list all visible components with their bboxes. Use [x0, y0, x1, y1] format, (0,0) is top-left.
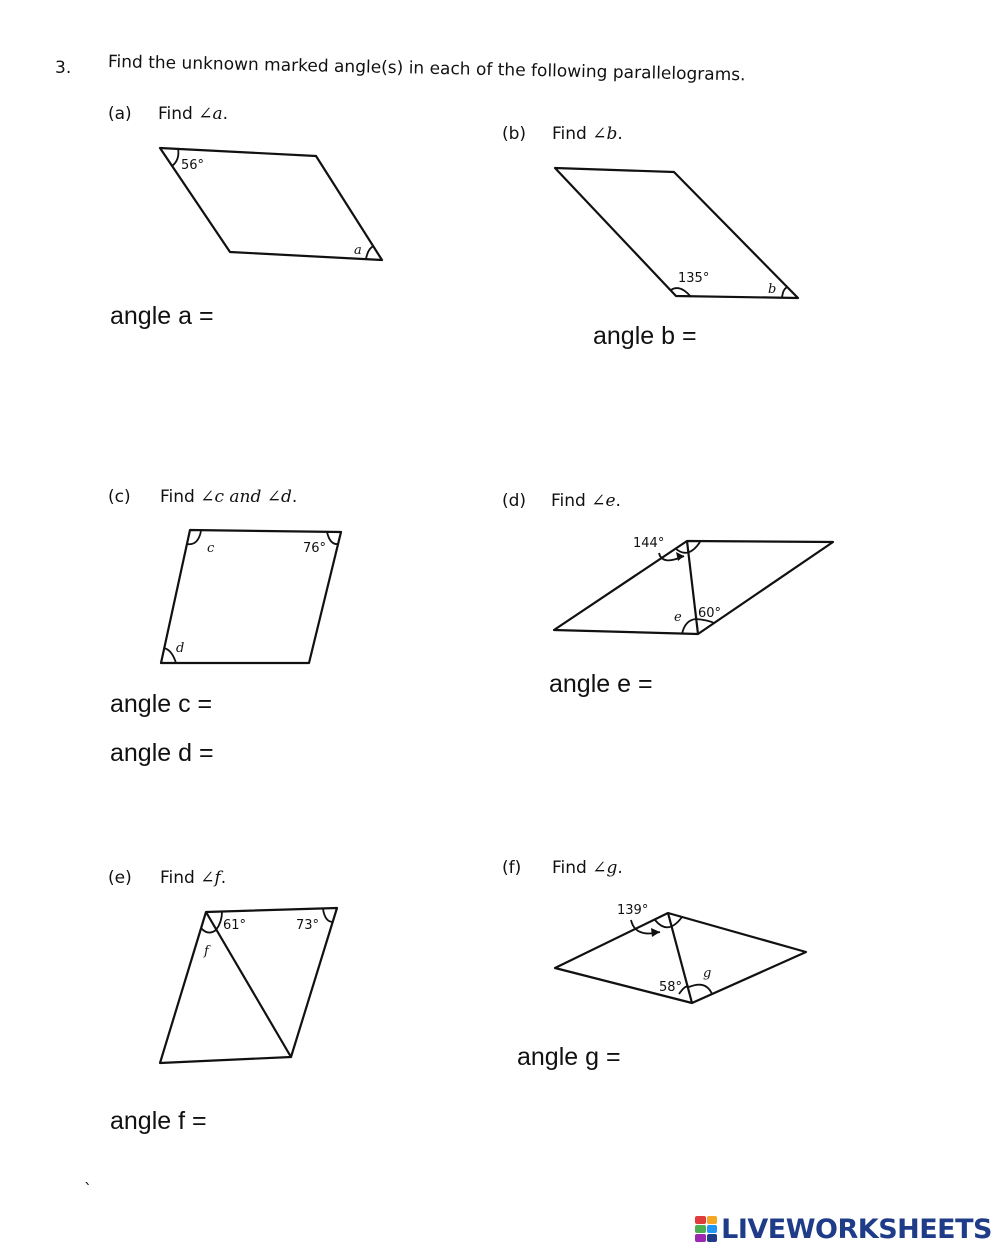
angle-arc-f	[201, 928, 216, 933]
unknown-angle-f: f	[204, 944, 209, 959]
part-e-find: Find ∠f.	[160, 868, 227, 888]
unknown-angle-d: d	[176, 641, 185, 656]
unknown-angle-g: g	[703, 966, 712, 981]
angle-arc-61	[216, 912, 222, 930]
figure-b	[555, 168, 798, 298]
angle-arc-73	[323, 909, 333, 922]
given-angle-76: 76°	[303, 541, 327, 556]
given-angle-144: 144°	[633, 536, 665, 551]
unknown-angle-b: b	[768, 282, 777, 297]
answer-label-e: angle e =	[549, 670, 653, 698]
unknown-angle-c: c	[207, 541, 215, 556]
answer-label-a: angle a =	[110, 302, 214, 330]
part-b-label: (b)	[502, 124, 527, 144]
question-instruction: Find the unknown marked angle(s) in each of the following parallelograms.	[107, 52, 746, 86]
given-angle-58: 58°	[659, 980, 683, 995]
given-angle-73: 73°	[296, 918, 320, 933]
angle-arc-b	[782, 287, 788, 298]
stray-mark: ˎ	[84, 1166, 92, 1185]
answer-row-b	[593, 319, 857, 353]
angle-arc-g	[689, 985, 712, 994]
arrowhead-139	[651, 928, 660, 937]
given-angle-135: 135°	[678, 271, 710, 286]
answer-input-d[interactable]	[224, 741, 374, 767]
part-b-find: Find ∠b.	[552, 124, 623, 144]
part-c-find: Find ∠c and ∠d.	[160, 487, 298, 507]
answer-row-e	[549, 667, 813, 701]
brand-name: LIVEWORKSHEETS	[721, 1213, 992, 1245]
given-angle-139: 139°	[617, 903, 649, 918]
angle-arc-56	[172, 148, 178, 166]
part-d-find: Find ∠e.	[551, 491, 621, 511]
part-d-label: (d)	[502, 491, 527, 511]
part-c-label: (c)	[108, 487, 131, 507]
given-angle-61: 61°	[223, 918, 247, 933]
answer-label-c: angle c =	[110, 690, 213, 718]
angle-arc-d	[164, 648, 176, 663]
unknown-angle-a: a	[354, 243, 362, 258]
figure-d	[554, 536, 833, 634]
answer-input-f[interactable]	[217, 1109, 367, 1135]
parallelogram-b	[555, 168, 798, 298]
figure-c	[161, 530, 341, 663]
part-f-find: Find ∠g.	[552, 858, 623, 878]
figure-f	[555, 903, 806, 1003]
answer-input-a[interactable]	[224, 304, 374, 330]
angle-arc-e	[682, 619, 696, 634]
answer-input-e[interactable]	[663, 672, 813, 698]
answer-row-d	[110, 736, 374, 770]
question-number: 3.	[55, 58, 72, 78]
answer-input-b[interactable]	[707, 324, 857, 350]
unknown-angle-e: e	[674, 610, 682, 625]
answer-row-g	[517, 1040, 781, 1074]
answer-row-a	[110, 299, 374, 333]
answer-label-f: angle f =	[110, 1107, 207, 1135]
brand-footer[interactable]	[695, 1213, 992, 1245]
answer-input-c[interactable]	[222, 692, 372, 718]
angle-arc-a	[366, 246, 374, 259]
answer-input-g[interactable]	[631, 1045, 781, 1071]
part-a-label: (a)	[108, 104, 132, 124]
answer-row-c	[110, 687, 372, 721]
part-f-label: (f)	[502, 858, 522, 878]
figure-e	[160, 908, 337, 1063]
angle-arc-76	[327, 532, 338, 544]
liveworksheets-logo-icon	[695, 1216, 717, 1242]
given-angle-60: 60°	[698, 606, 722, 621]
given-angle-56: 56°	[181, 158, 205, 173]
answer-label-g: angle g =	[517, 1043, 621, 1071]
answer-label-b: angle b =	[593, 322, 697, 350]
answer-row-f	[110, 1104, 367, 1138]
part-e-label: (e)	[108, 868, 132, 888]
diagonal-e	[206, 912, 291, 1057]
answer-label-d: angle d =	[110, 739, 214, 767]
part-a-find: Find ∠a.	[158, 104, 229, 124]
figure-a	[160, 148, 382, 260]
